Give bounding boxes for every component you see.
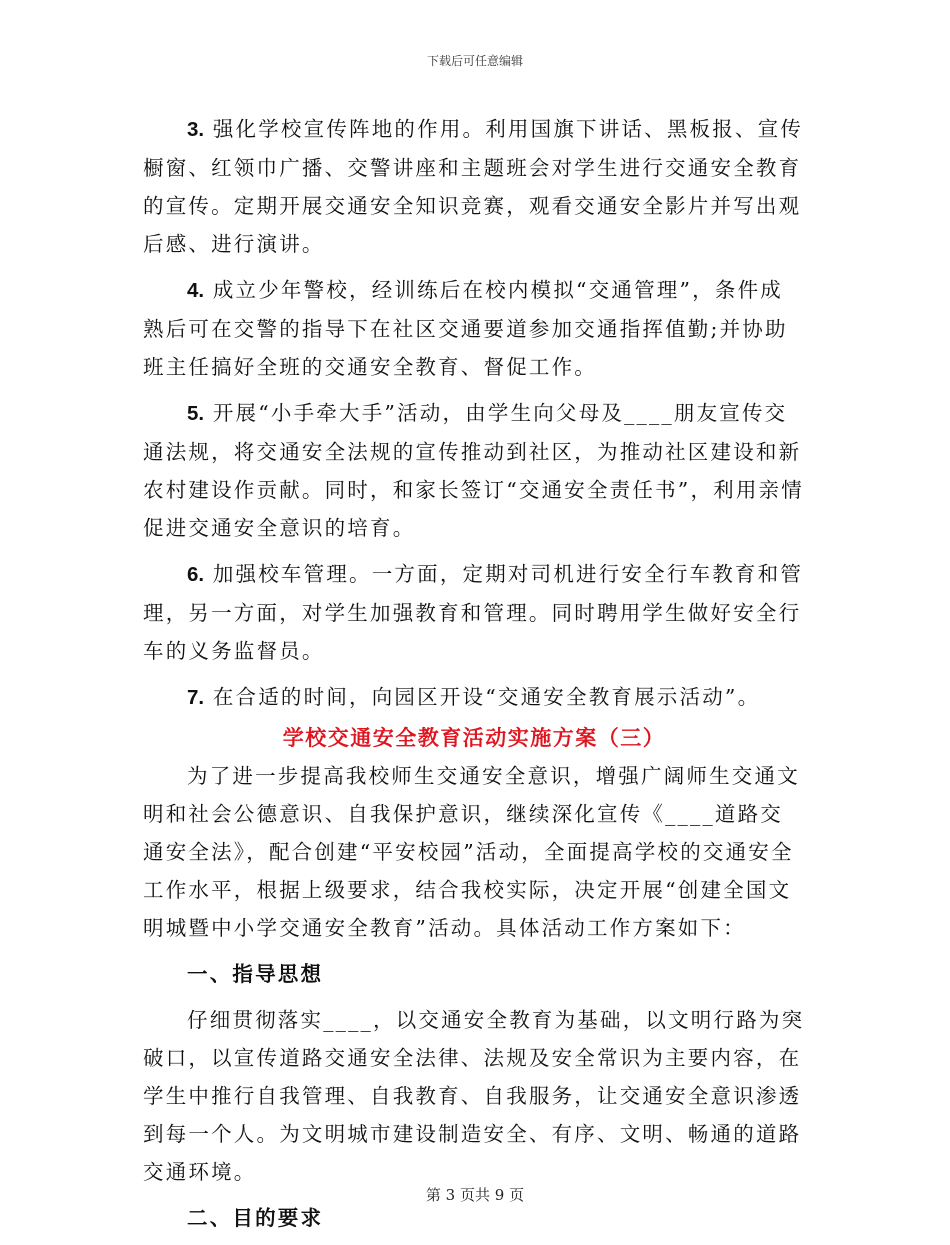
item-number: 5. bbox=[187, 402, 205, 425]
document-body bbox=[143, 110, 805, 1245]
list-item-6 bbox=[143, 555, 805, 670]
section-title: 学校交通安全教育活动实施方案（三） bbox=[282, 725, 666, 750]
list-item-4 bbox=[143, 271, 805, 386]
item-text: 在合适的时间，向园区开设“交通安全教育展示活动”。 bbox=[212, 685, 761, 709]
item-text: 强化学校宣传阵地的作用。利用国旗下讲话、黑板报、宣传橱窗、红领巾广播、交警讲座和主题班会对学生进行交通安全教育的宣传。定期开展交通安全知识竞赛，观看交通安全影片并写出观后感、进行演讲。 bbox=[143, 117, 804, 256]
heading-guiding-ideology: 一、指导思想 bbox=[187, 962, 324, 986]
intro-paragraph: 为了进一步提高我校师生交通安全意识，增强广阔师生交通文明和社会公德意识、自我保护意识，继续深化宣传《____道路交通安全法》，配合创建“平安校园”活动，全面提高学校的交通安全工作水平，根据上级要求，结合我校实际，决定开展“创建全国文明城暨中小学交通安全教育”活动。具体活动工作方案如下： bbox=[143, 764, 800, 940]
item-number: 7. bbox=[187, 686, 205, 709]
item-number: 6. bbox=[187, 563, 205, 586]
item-number: 4. bbox=[187, 279, 205, 302]
guide-paragraph: 仔细贯彻落实____，以交通安全教育为基础，以文明行路为突破口，以宣传道路交通安全法律、法规及安全常识为主要内容，在学生中推行自我管理、自我教育、自我服务，让交通安全意识渗透到每一个人。为文明城市建设制造安全、有序、文明、畅通的道路交通环境。 bbox=[143, 1008, 805, 1184]
page-header: 下载后可任意编辑 bbox=[426, 54, 523, 68]
item-text: 加强校车管理。一方面，定期对司机进行安全行车教育和管理，另一方面，对学生加强教育和管理。同时聘用学生做好安全行车的义务监督员。 bbox=[143, 562, 804, 663]
list-item-5 bbox=[143, 394, 805, 547]
item-text: 成立少年警校，经训练后在校内模拟“交通管理”，条件成熟后可在交警的指导下在社区交通要道参加交通指挥值勤;并协助班主任搞好全班的交通安全教育、督促工作。 bbox=[143, 278, 788, 379]
list-item-7 bbox=[143, 678, 805, 717]
heading-goals: 二、目的要求 bbox=[187, 1206, 324, 1230]
list-item-3 bbox=[143, 110, 805, 263]
page-number: 第 3 页共 9 页 bbox=[425, 1186, 525, 1204]
item-number: 3. bbox=[187, 118, 205, 141]
item-text: 开展“小手牵大手”活动，由学生向父母及____朋友宣传交通法规，将交通安全法规的宣传推动到社区，为推动社区建设和新农村建设作贡献。同时，和家长签订“交通安全责任书”，利用亲情促进交通安全意识的培育。 bbox=[143, 401, 804, 540]
